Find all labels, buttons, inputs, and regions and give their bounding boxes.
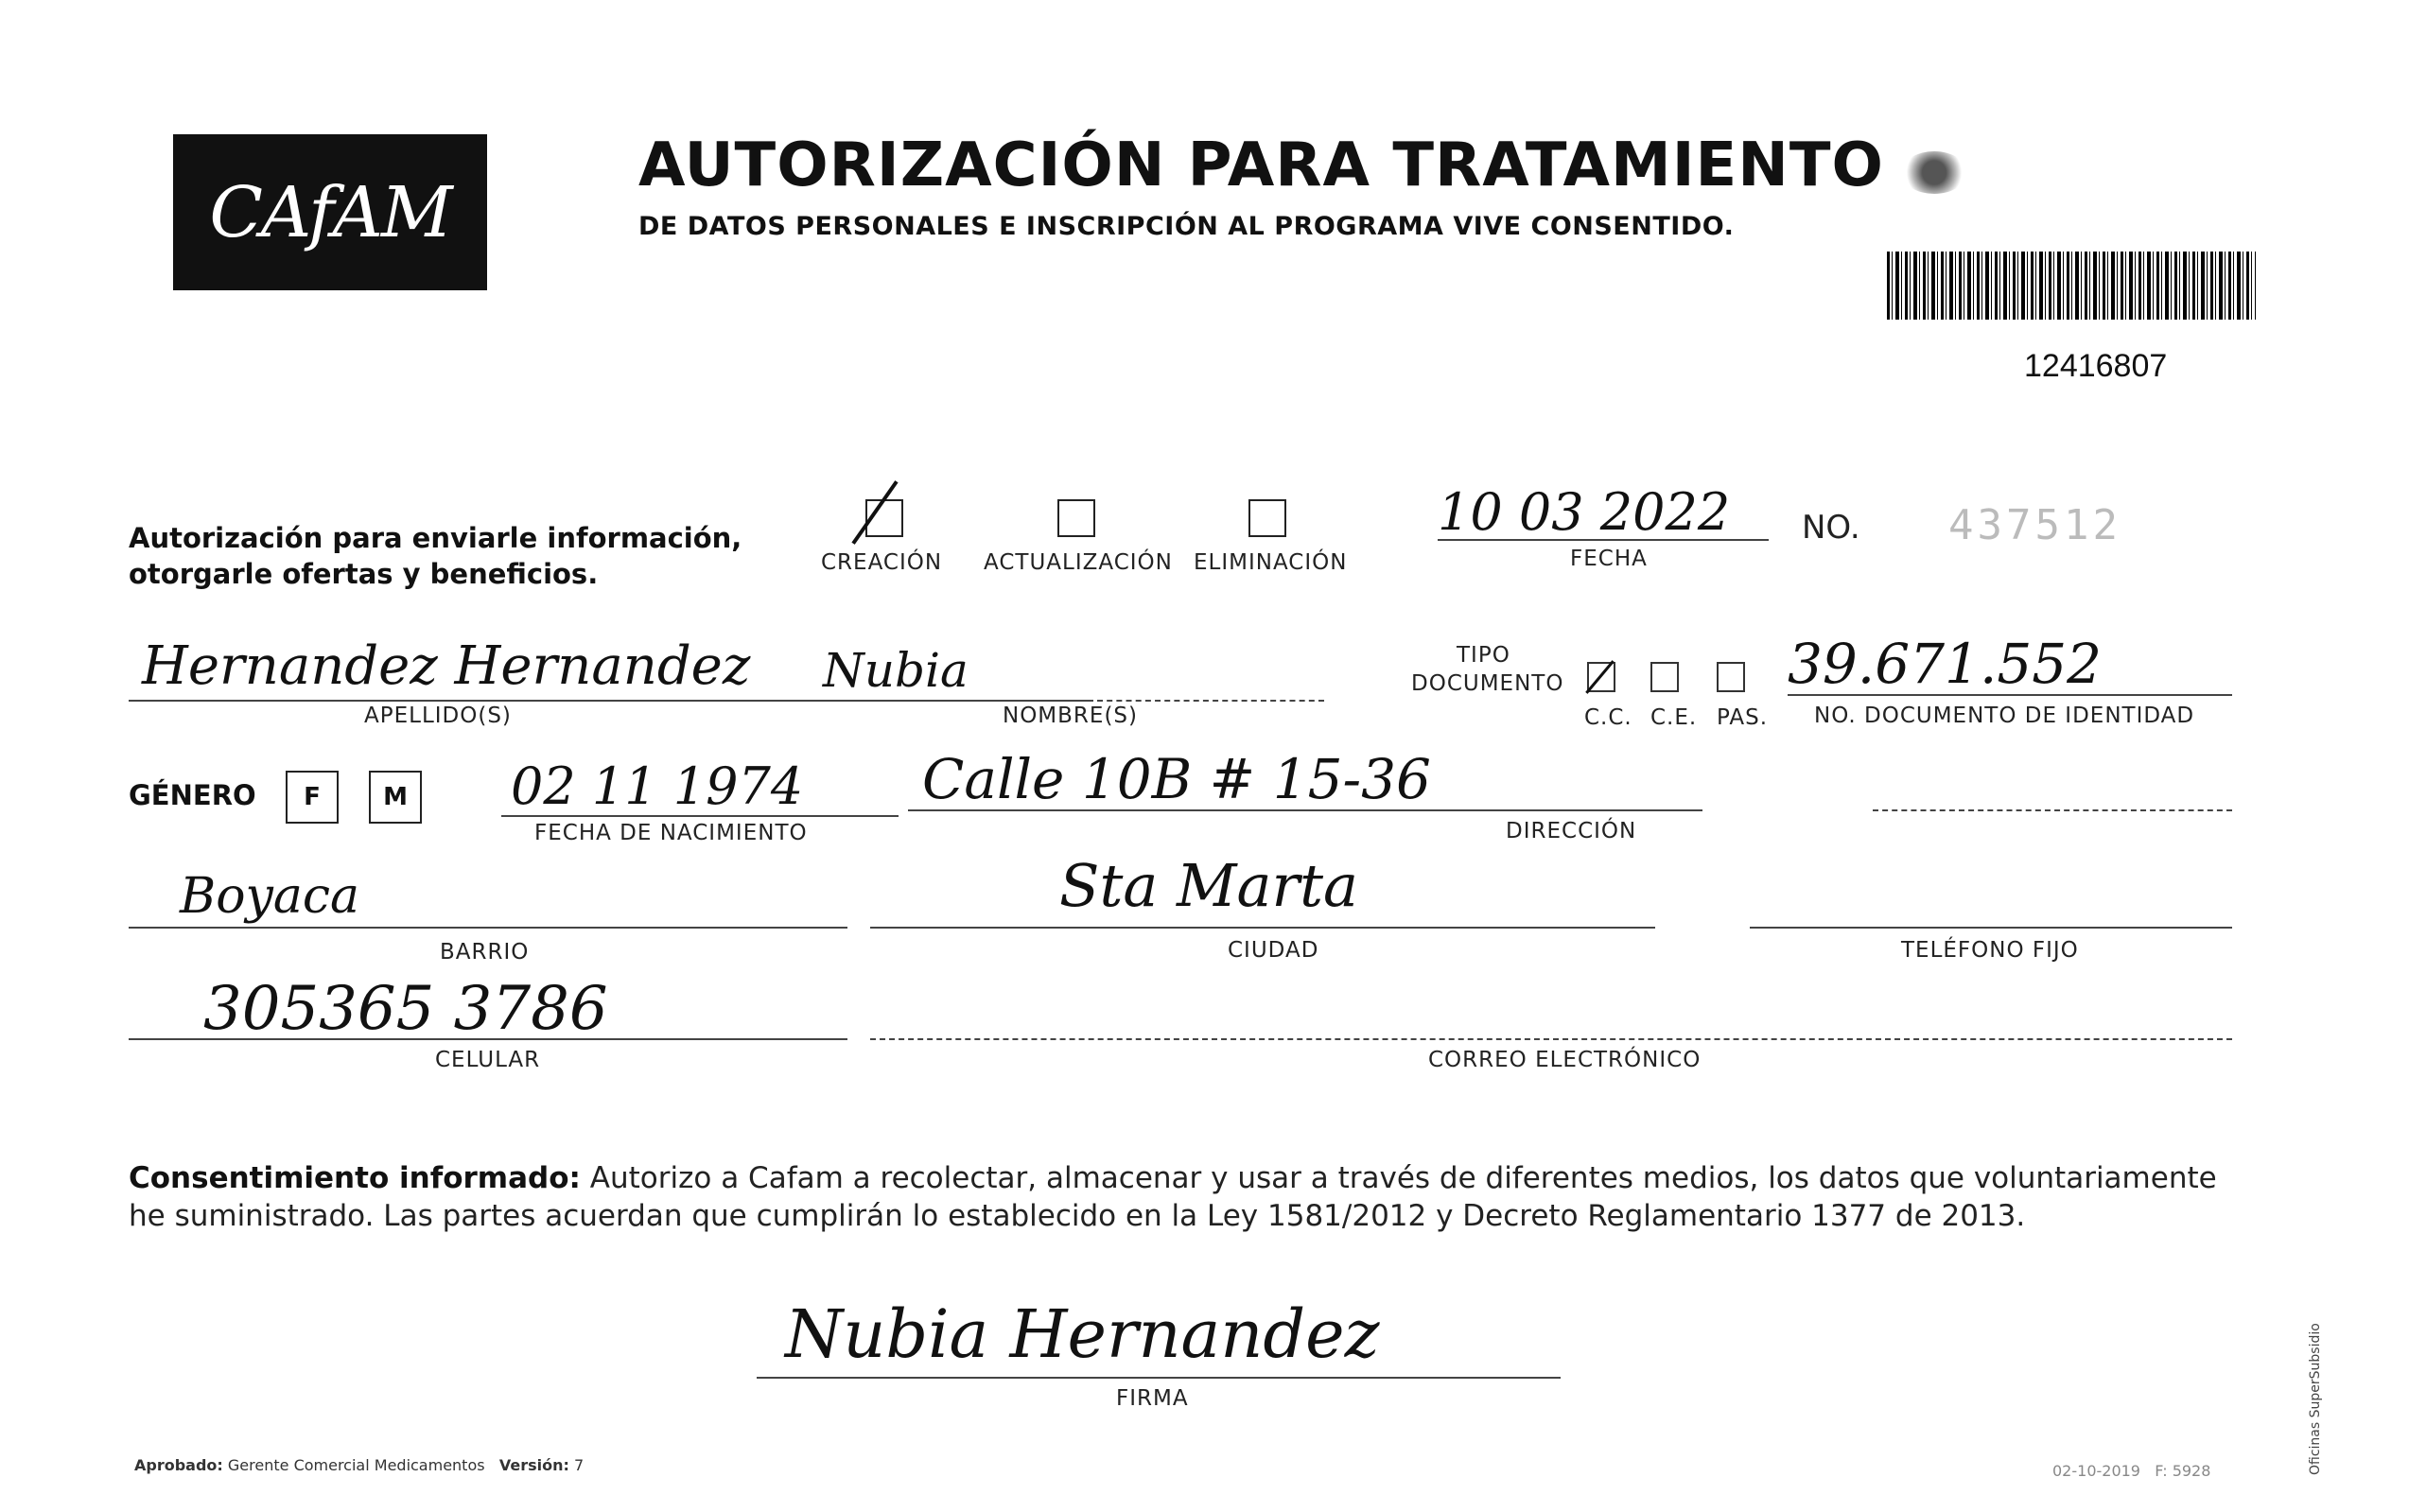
celular-value: 305365 3786 (203, 974, 608, 1044)
apellidos-label: APELLIDO(S) (364, 704, 512, 728)
barcode-number: 12416807 (2024, 348, 2168, 384)
ciudad-value: Sta Marta (1059, 851, 1359, 920)
documento-line (1788, 694, 2232, 696)
aprobado-label: Aprobado: (134, 1456, 223, 1474)
barcode (1887, 252, 2256, 320)
signature-label: FIRMA (1116, 1386, 1189, 1411)
genero-m-box[interactable] (369, 771, 422, 824)
direccion-value: Calle 10B # 15-36 (922, 747, 1431, 811)
documento-value: 39.671.552 (1788, 632, 2103, 696)
tipo-label-1: TIPO (1457, 643, 1510, 668)
consent-text (129, 1159, 2228, 1235)
correo-label: CORREO ELECTRÓNICO (1428, 1048, 1702, 1072)
side-text: Oficinas SuperSubsidio (2308, 1323, 2323, 1475)
direccion-line (908, 809, 1702, 811)
version-label: Versión: (498, 1456, 569, 1474)
form-code: F: 5928 (2155, 1462, 2211, 1480)
eliminacion-checkbox[interactable] (1248, 499, 1286, 537)
tipo-label-2: DOCUMENTO (1411, 671, 1564, 696)
nombres-label: NOMBRE(S) (1003, 704, 1138, 728)
footer-approval (134, 1456, 584, 1474)
ce-label: C.E. (1650, 705, 1698, 730)
fecha-value: 10 03 2022 (1438, 482, 1731, 542)
form-subtitle: DE DATOS PERSONALES E INSCRIPCIÓN AL PROGRAMA VIVE CONSENTIDO. (638, 212, 1735, 241)
correo-line (870, 1038, 2232, 1040)
documento-label: NO. DOCUMENTO DE IDENTIDAD (1814, 704, 2195, 728)
aprobado-value: Gerente Comercial Medicamentos (227, 1456, 485, 1474)
pas-label: PAS. (1717, 705, 1769, 730)
direccion-extra-line (1873, 809, 2232, 811)
authorization-intro-2: otorgarle ofertas y beneficios. (129, 558, 599, 590)
ciudad-line (870, 927, 1655, 929)
ce-checkbox[interactable] (1650, 662, 1679, 692)
fecha-line (1438, 539, 1769, 541)
creacion-checkbox[interactable] (865, 499, 903, 537)
barrio-line (129, 927, 847, 929)
apellidos-line (129, 700, 1093, 702)
cc-label: C.C. (1584, 705, 1632, 730)
direccion-label: DIRECCIÓN (1506, 819, 1637, 843)
signature-line (757, 1377, 1561, 1379)
genero-m-label: M (383, 783, 408, 811)
nacimiento-label: FECHA DE NACIMIENTO (534, 821, 808, 845)
stamp-mark (1901, 151, 1967, 194)
date-code: 02-10-2019 (2052, 1462, 2140, 1480)
creacion-label: CREACIÓN (821, 550, 943, 575)
consent-heading: Consentimiento informado: (129, 1161, 581, 1195)
no-value: 437512 (1948, 501, 2121, 549)
footer-codes (2052, 1462, 2210, 1480)
actualizacion-checkbox[interactable] (1057, 499, 1095, 537)
barrio-value: Boyaca (180, 868, 360, 925)
nombres-value: Nubia (823, 643, 969, 698)
authorization-intro-1: Autorización para enviarle información, (129, 522, 742, 554)
genero-label: GÉNERO (129, 779, 256, 811)
form-title: AUTORIZACIÓN PARA TRATAMIENTO (638, 130, 1884, 200)
nacimiento-line (501, 815, 899, 817)
pas-checkbox[interactable] (1717, 662, 1745, 692)
genero-f-label: F (304, 783, 321, 811)
nacimiento-value: 02 11 1974 (511, 756, 804, 816)
actualizacion-label: ACTUALIZACIÓN (984, 550, 1173, 575)
eliminacion-label: ELIMINACIÓN (1194, 550, 1348, 575)
barrio-label: BARRIO (440, 940, 530, 965)
telefono-line (1750, 927, 2232, 929)
consent-body: Autorizo a Cafam a recolectar, almacenar y usar a través de diferentes medios, los datos que voluntariamente he suministrado. Las partes acuerdan que cumplirán lo establecido en la Ley 1581/2012 y Decreto Reglamentario 1377 de 2013. (129, 1161, 2217, 1233)
celular-line (129, 1038, 847, 1040)
apellidos-value: Hernandez Hernandez (142, 635, 751, 697)
nombres-line (1097, 700, 1324, 702)
cc-checkbox[interactable] (1587, 662, 1615, 692)
fecha-label: FECHA (1570, 547, 1648, 571)
signature-value: Nubia Hernandez (785, 1295, 1380, 1373)
celular-label: CELULAR (435, 1048, 541, 1072)
telefono-label: TELÉFONO FIJO (1901, 938, 2079, 963)
version-value: 7 (573, 1456, 585, 1474)
logo-text: CAfAM (209, 171, 451, 253)
ciudad-label: CIUDAD (1228, 938, 1319, 963)
cafam-logo (173, 134, 487, 290)
no-label: NO. (1802, 509, 1860, 547)
genero-f-box[interactable] (286, 771, 339, 824)
